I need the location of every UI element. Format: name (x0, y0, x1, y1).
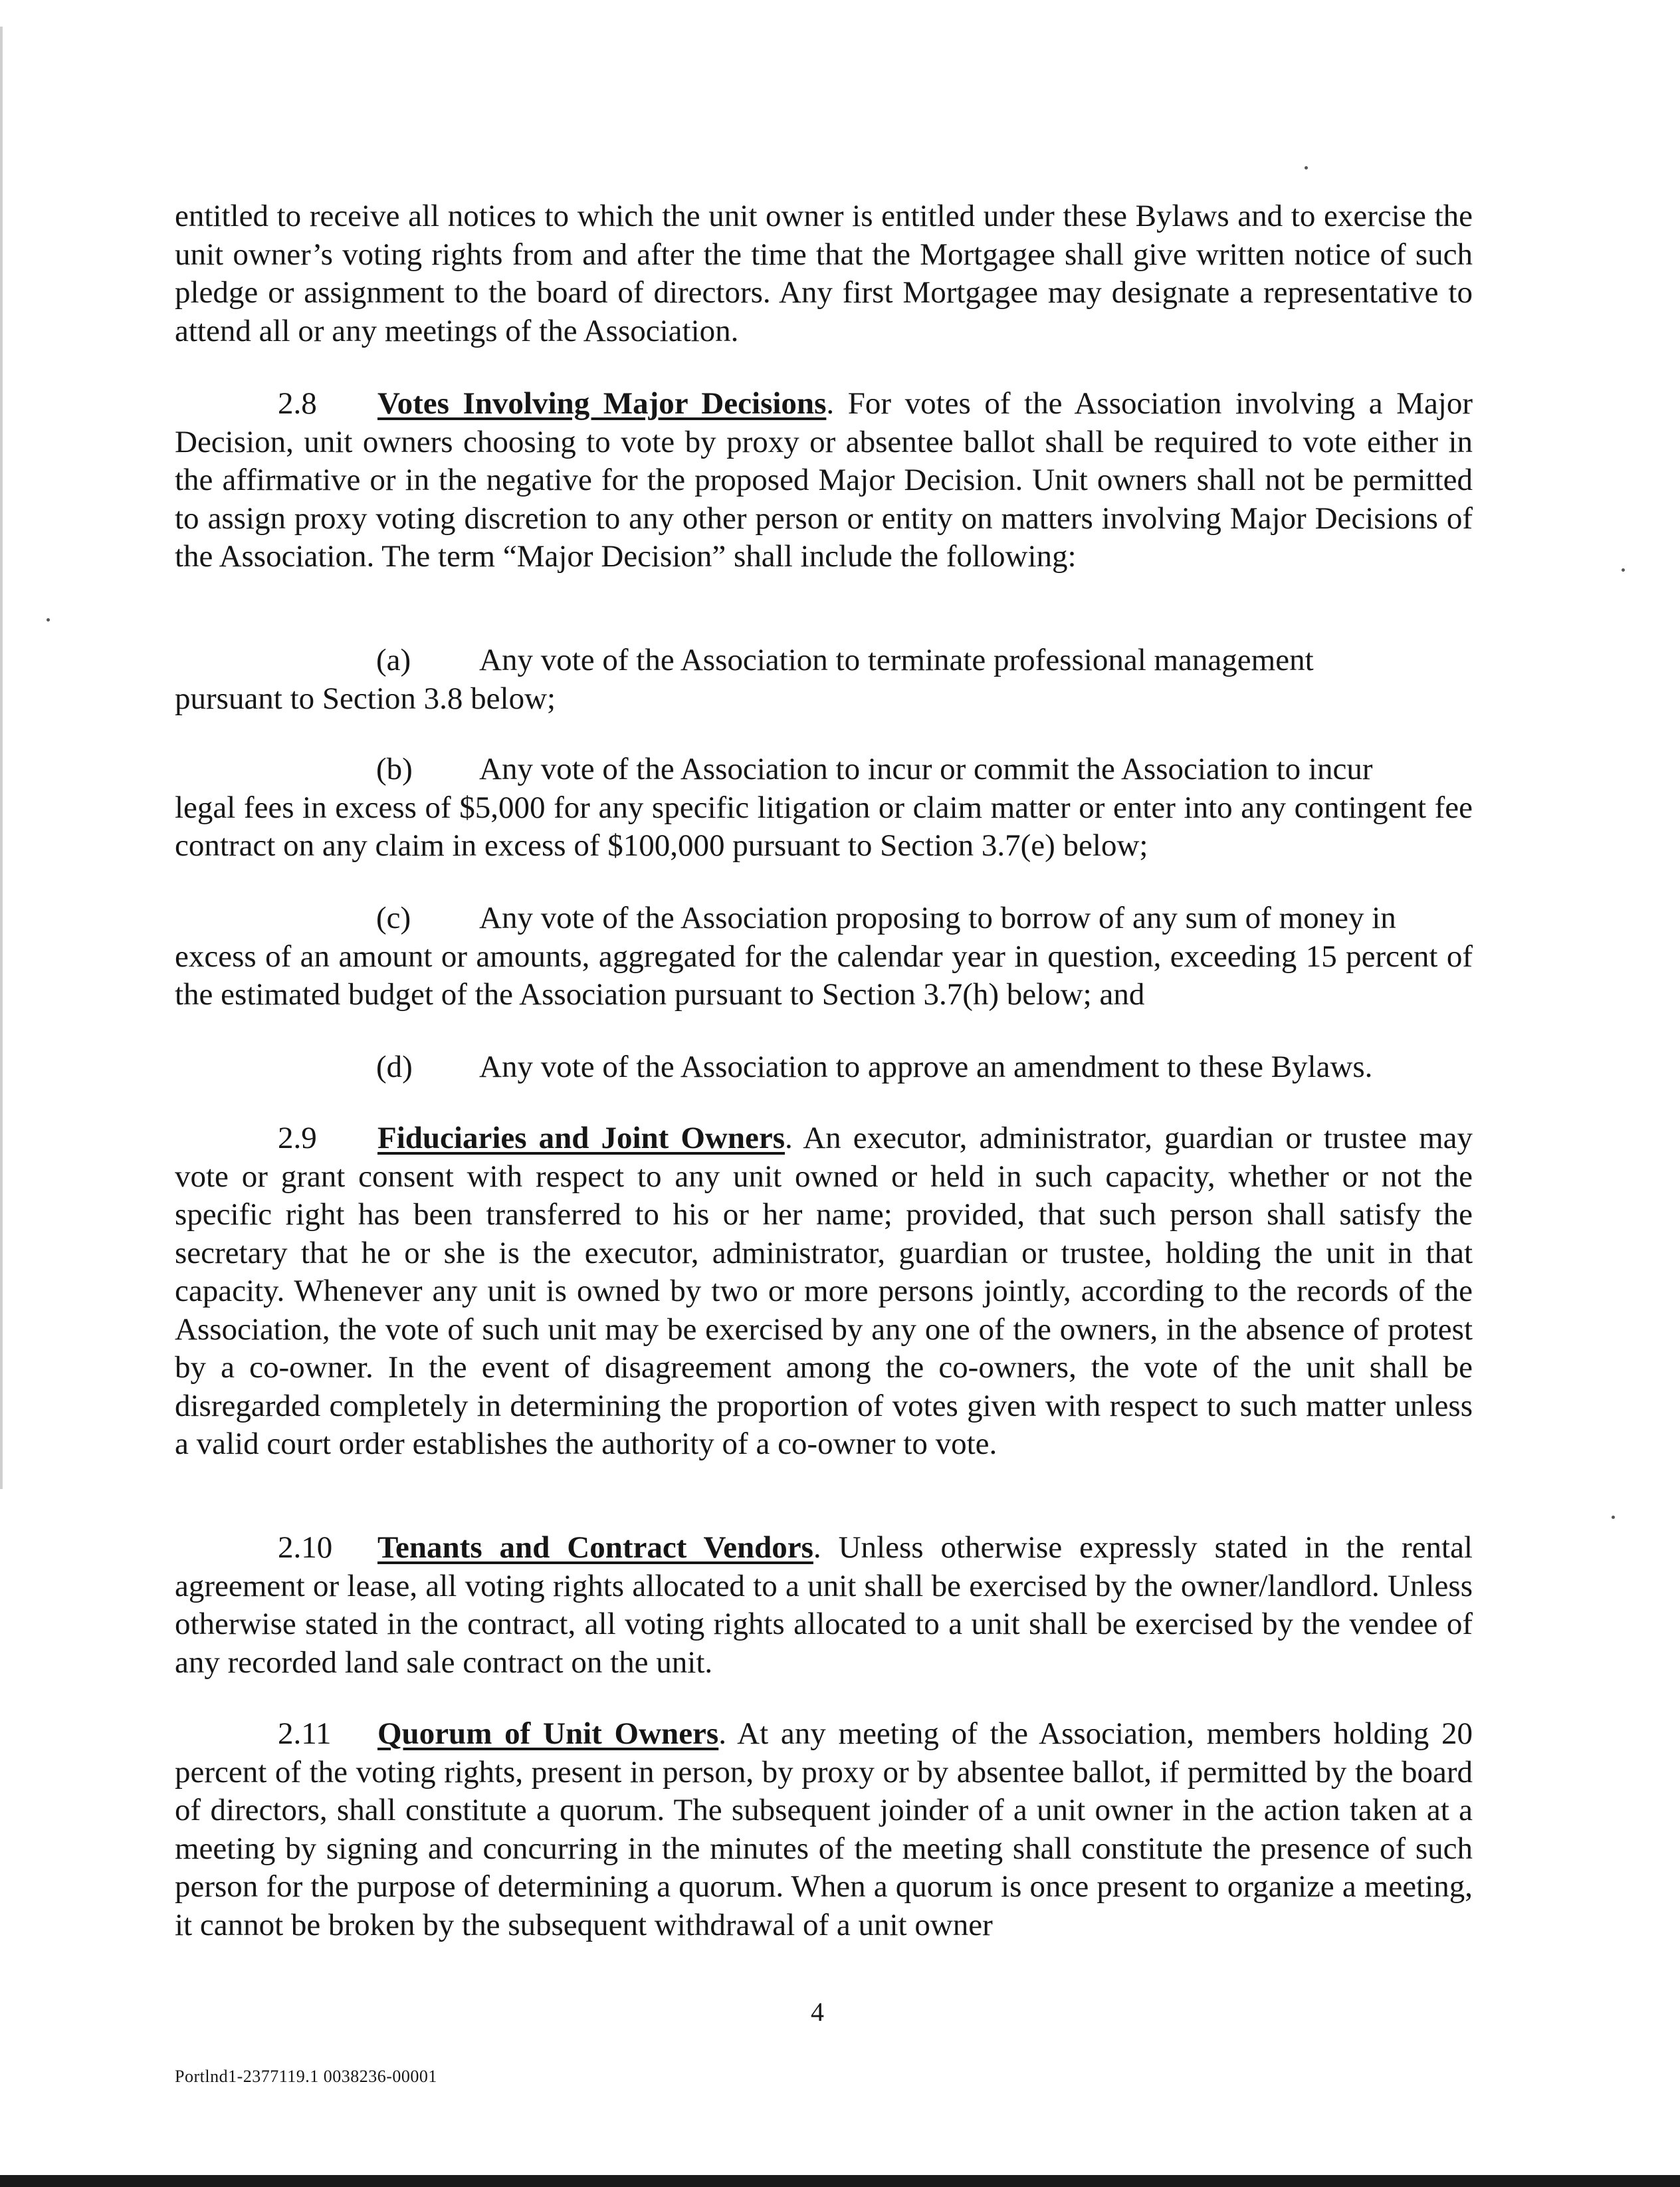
scan-edge-shadow (0, 27, 3, 1489)
list-item-c (175, 899, 1473, 1014)
section-2-8 (175, 385, 1473, 576)
section-title: Tenants and Contract Vendors (377, 1530, 813, 1565)
list-item-lead: Any vote of the Association to incur or commit the Association to incur (479, 752, 1373, 786)
list-item-first-line (175, 750, 1473, 789)
list-item-lead: Any vote of the Association to approve an amendment to these Bylaws. (479, 1050, 1373, 1084)
section-title: Fiduciaries and Joint Owners (377, 1121, 786, 1155)
list-item-label: (a) (376, 643, 411, 677)
section-2-11 (175, 1715, 1473, 1944)
document-footer-id: Portlnd1-2377119.1 0038236-00001 (175, 2067, 437, 2086)
list-item-label: (d) (376, 1050, 413, 1084)
page-number: 4 (811, 1997, 824, 2027)
section-2-10 (175, 1529, 1473, 1682)
section-text: . Unless otherwise expressly stated in the rental agreement or lease, all voting rights allocated to a unit shall be exercised by the owner/landlord. Unless otherwise stated in the contract, all voting rights allocated to a unit shall be exercised by the vendee of any recorded land sale contract on the unit. (175, 1530, 1473, 1680)
paragraph-intro: entitled to receive all notices to which the unit owner is entitled under these Bylaws and to exercise the unit owner’s voting rights from and after the time that the Mortgagee shall give written notice of such pledge or assignment to the board of directors. Any first Mortgagee may designate a representative to attend all or any meetings of the Association. (175, 199, 1473, 348)
section-number: 2.11 (278, 1716, 332, 1751)
section-text: . For votes of the Association involving a Major Decision, unit owners choosing to vote by proxy or absentee ballot shall be required to vote either in the affirmative or in the negative for the proposed Major Decision. Unit owners shall not be permitted to assign proxy voting discretion to any other person or entity on matters involving Major Decisions of the Association. The term “Major Decision” shall include the following: (175, 386, 1473, 574)
list-item-first-line (175, 641, 1473, 680)
list-item-first-line (175, 899, 1473, 938)
list-item-d (175, 1048, 1473, 1087)
section-text: . An executor, administrator, guardian or trustee may vote or grant consent with respect to any unit owned or held in such capacity, whether or not the specific right has been transferred to his or her name; provided, that such person shall satisfy the secretary that he or she is the executor, administrator, guardian or trustee, holding the unit in that capacity. Whenever any unit is owned by two or more persons jointly, according to the records of the Association, the vote of such unit may be exercised by any one of the owners, in the absence of protest by a co-owner. In the event of disagreement among the co-owners, the vote of the unit shall be disregarded completely in determining the proportion of votes given with respect to such matter unless a valid court order establishes the authority of a co-owner to vote. (175, 1121, 1473, 1461)
scan-speck (1612, 1516, 1615, 1519)
list-item-label: (b) (376, 752, 413, 786)
scan-speck (47, 618, 50, 622)
list-item-lead: Any vote of the Association proposing to borrow of any sum of money in (479, 901, 1396, 935)
list-item-b (175, 750, 1473, 865)
section-number: 2.10 (278, 1530, 333, 1565)
list-item-rest: excess of an amount or amounts, aggregated for the calendar year in question, exceeding 15 percent of the estimated budget of the Association pursuant to Section 3.7(h) below; and (175, 939, 1473, 1012)
list-item-label: (c) (376, 901, 411, 935)
section-number: 2.9 (278, 1121, 317, 1155)
list-item-lead: Any vote of the Association to terminate professional management (479, 643, 1314, 677)
list-item-rest: pursuant to Section 3.8 below; (175, 681, 556, 716)
list-item-rest: legal fees in excess of $5,000 for any specific litigation or claim matter or enter into any contingent fee contract on any claim in excess of $100,000 pursuant to Section 3.7(e) below; (175, 790, 1473, 863)
section-number: 2.8 (278, 386, 317, 421)
scan-speck (1622, 568, 1625, 572)
list-item-a (175, 641, 1473, 718)
scan-speck (1305, 166, 1308, 170)
section-title: Votes Involving Major Decisions (377, 386, 827, 421)
section-2-9 (175, 1119, 1473, 1464)
scan-bottom-border (0, 2175, 1680, 2187)
section-title: Quorum of Unit Owners (377, 1716, 719, 1751)
section-text: . At any meeting of the Association, members holding 20 percent of the voting rights, present in person, by proxy or by absentee ballot, if permitted by the board of directors, shall constitute a quorum. The subsequent joinder of a unit owner in the action taken at a meeting by signing and concurring in the minutes of the meeting shall constitute the presence of such person for the purpose of determining a quorum. When a quorum is once present to organize a meeting, it cannot be broken by the subsequent withdrawal of a unit owner (175, 1716, 1473, 1942)
list-item-first-line (175, 1048, 1473, 1087)
